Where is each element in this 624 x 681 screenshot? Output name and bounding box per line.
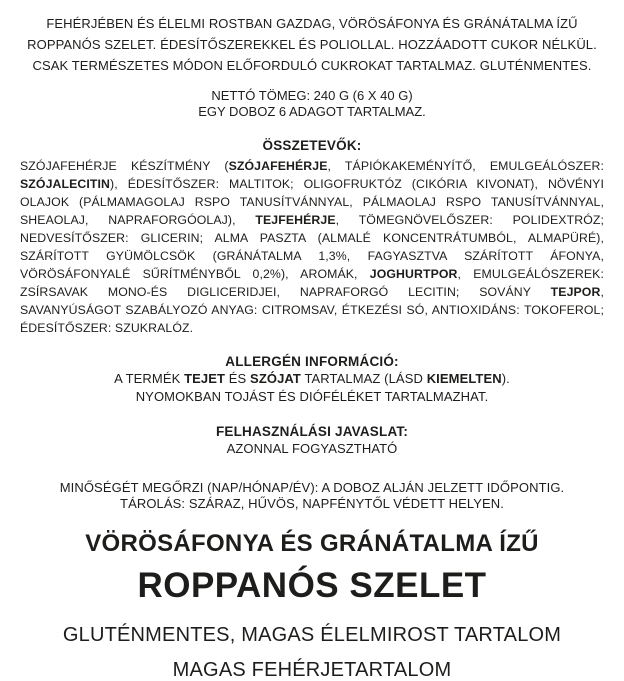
product-name-title: ROPPANÓS SZELET xyxy=(137,566,487,605)
product-description: FEHÉRJÉBEN ÉS ÉLELMI ROSTBAN GAZDAG, VÖRÖSÁFONYA ÉS GRÁNÁTALMA ÍZŰ ROPPANÓS SZELET. ÉDESÍTŐSZEREKKEL ÉS POLIOLLAL. HOZZÁADOTT CUKOR NÉLKÜL. CSAK TERMÉSZETES MÓDON ELŐFORDULÓ CUKROKAT TARTALMAZ. GLUTÉNMENTES. xyxy=(27,16,597,73)
storage-block xyxy=(20,480,604,512)
text-segment: ), ÉDESÍTŐSZER: MALTITOK; OLIGOFRUKTÓZ (CIKÓRIA KIVONAT), NÖVÉNYI OLAJOK (PÁLMAMAGOLAJ RSPO TANUSÍTVÁNNYAL, PÁLMAOLAJ RSPO TANUSÍTVÁNNYAL, SHEAOLAJ, NAPRAFORGÓOLAJ), xyxy=(20,177,604,227)
claim-high-protein: MAGAS FEHÉRJETARTALOM xyxy=(172,659,452,681)
allergen-heading: ALLERGÉN INFORMÁCIÓ: xyxy=(225,354,399,369)
ingredients-heading: ÖSSZETEVŐK: xyxy=(262,138,362,153)
text-segment: , TÁPIÓKAKEMÉNYÍTŐ, EMULGEÁLÓSZER: xyxy=(327,159,604,173)
text-segment: A TERMÉK xyxy=(114,371,185,386)
text-segment: SZÓJAFEHÉRJE xyxy=(228,159,328,173)
allergen-contains-text xyxy=(20,370,604,388)
text-segment: , SAVANYÚSÁGOT SZABÁLYOZÓ ANYAG: CITROMSAV, ÉTKEZÉSI SÓ, ANTIOXIDÁNS: TOKOFEROL; ÉDESÍTŐSZER: SZUKRALÓZ. xyxy=(20,285,604,335)
text-segment: KIEMELTEN xyxy=(426,371,502,386)
text-segment: TEJFEHÉRJE xyxy=(255,213,336,227)
net-weight-block xyxy=(20,88,604,120)
usage-heading: FELHASZNÁLÁSI JAVASLAT: xyxy=(215,424,409,439)
allergen-traces-text: NYOMOKBAN TOJÁST ÉS DIÓFÉLÉKET TARTALMAZHAT. xyxy=(135,389,489,404)
claim-gluten-free-fiber: GLUTÉNMENTES, MAGAS ÉLELMIROST TARTALOM xyxy=(62,624,562,646)
text-segment: SZÓJALECITIN xyxy=(20,177,111,191)
text-segment: TEJET xyxy=(184,371,226,386)
text-segment: SZÓJAT xyxy=(250,371,301,386)
text-segment: TARTALMAZ (LÁSD xyxy=(300,371,427,386)
text-segment: TEJPOR xyxy=(550,285,601,299)
product-flavor-title: VÖRÖSÁFONYA ÉS GRÁNÁTALMA ÍZŰ xyxy=(85,530,539,557)
text-segment: , EMULGEÁLÓSZEREK: ZSÍRSAVAK MONO-ÉS DIGLICERIDJEI, NAPRAFORGÓ LECITIN; SOVÁNY xyxy=(20,267,604,299)
text-segment: ÉS xyxy=(225,371,251,386)
text-segment: JOGHURTPOR xyxy=(369,267,458,281)
usage-text: AZONNAL FOGYASZTHATÓ xyxy=(226,441,398,456)
ingredients-text xyxy=(20,157,604,337)
best-before-text: MINŐSÉGÉT MEGŐRZI (NAP/HÓNAP/ÉV): A DOBOZ ALJÁN JELZETT IDŐPONTIG. xyxy=(59,480,565,495)
storage-text: TÁROLÁS: SZÁRAZ, HŰVÖS, NAPFÉNYTŐL VÉDETT HELYEN. xyxy=(120,496,504,511)
text-segment: ). xyxy=(501,371,510,386)
text-segment: , TÖMEGNÖVELŐSZER: POLIDEXTRÓZ; NEDVESÍTŐSZER: GLICERIN; ALMA PASZTA (ALMALÉ KONCENTRÁTUMBÓL, ALMAPÜRÉ), SZÁRÍTOTT GYÜMÖLCSÖK (GRÁNÁTALMA 1,3%, FAGYASZTVA SZÁRÍTOTT ÁFONYA, VÖRÖSÁFONYALÉ SŰRÍTMÉNYBŐL 0,2%), AROMÁK, xyxy=(20,213,604,281)
net-weight: NETTÓ TÖMEG: 240 G (6 X 40 G) xyxy=(211,88,413,103)
servings-per-box: EGY DOBOZ 6 ADAGOT TARTALMAZ. xyxy=(198,104,426,119)
text-segment: SZÓJAFEHÉRJE KÉSZÍTMÉNY ( xyxy=(20,159,229,173)
